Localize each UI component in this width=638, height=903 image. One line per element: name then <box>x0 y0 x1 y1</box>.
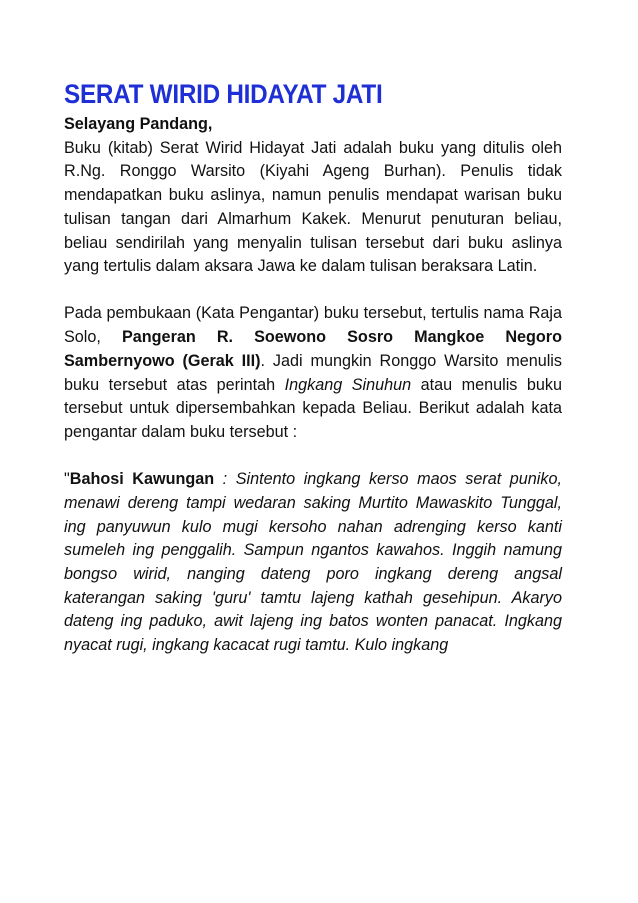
paragraph-intro: Buku (kitab) Serat Wirid Hidayat Jati adalah buku yang ditulis oleh R.Ng. Ronggo Warsito (Kiyahi Ageng Burhan). Penulis tidak mendapatkan buku aslinya, namun penulis mendapat warisan buku tulisan tangan dari Almarhum Kakek. Menurut penuturan beliau, beliau sendirilah yang menyalin tulisan tersebut dari buku aslinya yang tertulis dalam aksara Jawa ke dalam tulisan beraksara Latin. <box>64 138 562 276</box>
document-title: SERAT WIRID HIDAYAT JATI <box>64 79 383 109</box>
paragraph-quote <box>64 468 562 658</box>
document-page <box>64 78 562 658</box>
quote-bold-term: Bahosi Kawungan <box>69 470 215 489</box>
quote-body-text: : Sintento ingkang kerso maos serat puniko, menawi dereng tampi wedaran saking Murtito Mawaskito Tunggal, ing panyuwun kulo mugi kersoho nahan adrenging kerso kanti sumeleh ing penggalih. Sampun ngantos kawahos. Inggih namung bongso wirid, nanging dateng poro ingkang dereng angsal katerangan saking 'guru' tamtu lajeng kathah gesehipun. Akaryo dateng ing paduko, awit lajeng ing batos wonten panacat. Ingkang nyacat rugi, ingkang kacacat rugi tamtu. Kulo ingkang <box>64 470 562 655</box>
quote-open-mark: " <box>64 470 70 489</box>
paragraph-spacer <box>64 279 562 303</box>
paragraph-spacer <box>64 445 562 469</box>
paragraph-preface-text-3: atau menulis buku tersebut untuk dipersembahkan kepada Beliau. Berikut adalah kata pengantar dalam buku tersebut : <box>64 375 562 441</box>
paragraph-preface-text-1: Pada pembukaan (Kata Pengantar) buku tersebut, tertulis nama Raja Solo, <box>64 304 562 347</box>
section-heading: Selayang Pandang, <box>64 115 213 133</box>
paragraph-preface <box>64 302 562 444</box>
paragraph-preface-text-2: . Jadi mungkin Ronggo Warsito menulis buku tersebut atas perintah <box>64 351 562 394</box>
paragraph-preface-italic-term: Ingkang Sinuhun <box>284 375 412 394</box>
paragraph-preface-bold-name: Pangeran R. Soewono Sosro Mangkoe Negoro Sambernyowo (Gerak III) <box>64 328 562 370</box>
